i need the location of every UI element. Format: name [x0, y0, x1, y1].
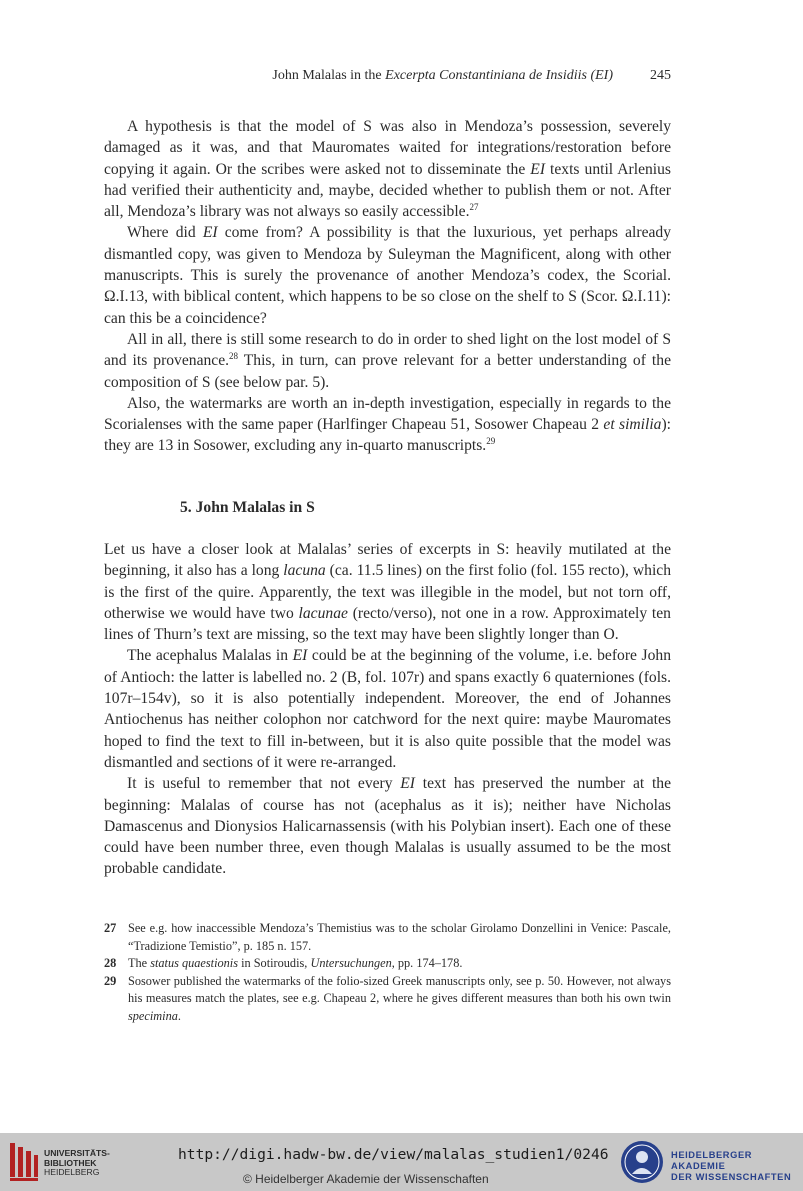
footnote-ref-29[interactable]: 29 — [486, 436, 496, 447]
academy-line: HEIDELBERGER AKADEMIE — [671, 1150, 753, 1171]
paragraph — [104, 393, 671, 457]
footnote-text: , pp. 174–178. — [391, 956, 463, 971]
footnote-28 — [104, 955, 671, 973]
paragraph — [104, 116, 671, 222]
running-head-title — [272, 66, 613, 86]
footnote-italic: status quaestionis — [150, 956, 238, 971]
italic-run: et similia — [603, 416, 662, 434]
text-run: texts until Arlenius had verified their authenticity and, maybe, decided whether to publish them or not. After all, Mendoza’s library was not always so easily accessible. — [104, 160, 671, 221]
body-text-upper — [104, 116, 671, 457]
italic-run: lacuna — [283, 562, 326, 580]
text-run: (recto/verso), not one in a row. Approximately ten lines of Thurn’s text are missing, so the text may have been slightly longer than O. — [104, 604, 671, 644]
university-library-name — [44, 1149, 110, 1178]
footnotes — [104, 920, 671, 1026]
text-run: This, in turn, can prove relevant for a better understanding of the composition of S (see below par. 5). — [104, 352, 671, 391]
text-run: The acephalus Malalas in — [127, 647, 293, 665]
footnote-ref-28[interactable]: 28 — [229, 351, 239, 362]
page-number: 245 — [650, 68, 671, 83]
paragraph — [104, 645, 671, 773]
footnote-italic: Untersuchungen — [310, 956, 392, 971]
running-head-title-prefix: John Malalas in the — [272, 68, 386, 83]
text-run: All in all, there is still some research to do in order to shed light on the lost model of S and its provenance. — [104, 330, 671, 370]
text-run: ): they are 13 in Sosower, excluding any in-quarto manuscripts. — [104, 416, 672, 455]
permalink-url[interactable]: http://digi.hadw-bw.de/view/malalas_studien1/0246 — [178, 1146, 609, 1163]
footnote-number: 28 — [104, 956, 117, 971]
footnote-ref-27[interactable]: 27 — [469, 202, 479, 213]
ub-line: UNIVERSITÄTS- — [44, 1148, 110, 1158]
italic-run: EI — [400, 775, 415, 793]
text-run: could be at the beginning of the volume, i.e. before John of Antioch: the latter is labelled no. 2 (B, fol. 107r) and spans exactly 6 quaterniones (fols. 107r–154v), so it is also potentially independent. Moreover, the end of Johannes Antiochenus has neither colophon nor catchword for the next quire: maybe Mauromates hoped to find the text to fill in-between, but it is also quite possible that the model was dismantled and sections of it were re-arranged. — [104, 647, 671, 771]
footnote-text: . — [177, 1008, 181, 1023]
section-heading: 5. John Malalas in S — [180, 499, 315, 516]
text-run: A hypothesis is that the model of S was also in Mendoza’s possession, severely damaged as it was, and that Mauromates waited for integrations/restoration before copying it again. Or the scribes were asked not to disseminate the — [104, 118, 671, 178]
university-library-logo-icon — [8, 1141, 40, 1183]
text-run: (ca. 11.5 lines) on the first folio (fol. 155 recto), which is the first of the quire. Apparently, the text was illegible in the model, but not torn off, otherwise we would have two — [104, 562, 671, 622]
running-head — [104, 66, 671, 86]
paragraph — [104, 539, 671, 645]
italic-run: EI — [292, 647, 308, 665]
text-run: It is useful to remember that not every — [127, 775, 401, 793]
footnote-number: 29 — [104, 973, 117, 988]
text-run: Where did — [127, 224, 203, 242]
text-run: come from? A possibility is that the luxurious, yet perhaps already dismantled copy, was given to Mendoza by Suleyman the Magnificent, along with other manuscripts. This is surely the provenance of another Mendoza’s codex, the Scorial. Ω.I.13, with biblical content, which happens to be so close on the shelf to S (Scor. Ω.I.11): can this be a coincidence? — [104, 224, 672, 327]
footnote-text: The — [128, 956, 151, 971]
italic-run: EI — [202, 224, 218, 242]
text-run: Also, the watermarks are worth an in-depth investigation, especially in regards to the Scorialenses with the same paper (Harlfinger Chapeau 51, Sosower Chapeau 2 — [104, 394, 671, 434]
footnote-27 — [104, 920, 671, 955]
ub-line: HEIDELBERG — [44, 1167, 100, 1178]
running-head-title-italic: Excerpta Constantiniana de Insidiis (EI) — [385, 68, 613, 83]
ub-line: BIBLIOTHEK — [44, 1157, 97, 1168]
footnote-text: in Sotiroudis, — [238, 956, 311, 971]
body-text-lower — [104, 539, 671, 880]
academy-line: DER WISSENSCHAFTEN — [671, 1172, 792, 1182]
footnote-text: See e.g. how inaccessible Mendoza’s Themistius was to the scholar Girolamo Donzellini in Venice: Pascale, “Tradizione Temistio”, p. 185 n. 157. — [128, 921, 671, 953]
paragraph — [104, 773, 671, 879]
academy-name — [671, 1150, 803, 1183]
italic-run: EI — [530, 160, 546, 178]
text-run: Let us have a closer look at Malalas’ series of excerpts in S: heavily mutilated at the beginning, it also has a long — [104, 541, 671, 580]
italic-run: lacunae — [298, 604, 348, 622]
footnote-text: Sosower published the watermarks of the folio-sized Greek manuscripts only, see p. 50. However, not always his measures match the plates, see e.g. Chapeau 2, where he gives different measures than both his own twin — [128, 973, 671, 1006]
paragraph — [104, 222, 671, 328]
footnote-italic: specimina — [128, 1008, 178, 1023]
copyright-notice: © Heidelberger Akademie der Wissenschaften — [243, 1172, 489, 1186]
paragraph — [104, 329, 671, 393]
text-run: text has preserved the number at the beginning: Malalas of course has not (acephalus as it is); neither have Nicholas Damascenus and Dionysios Halicarnassensis (with his Polybian insert). Each one of these could have been number three, even though Malalas is usually assumed to be the most probable candidate. — [104, 775, 671, 878]
footnote-29 — [104, 973, 671, 1026]
academy-seal-icon — [620, 1140, 664, 1184]
footnote-number: 27 — [104, 921, 117, 935]
